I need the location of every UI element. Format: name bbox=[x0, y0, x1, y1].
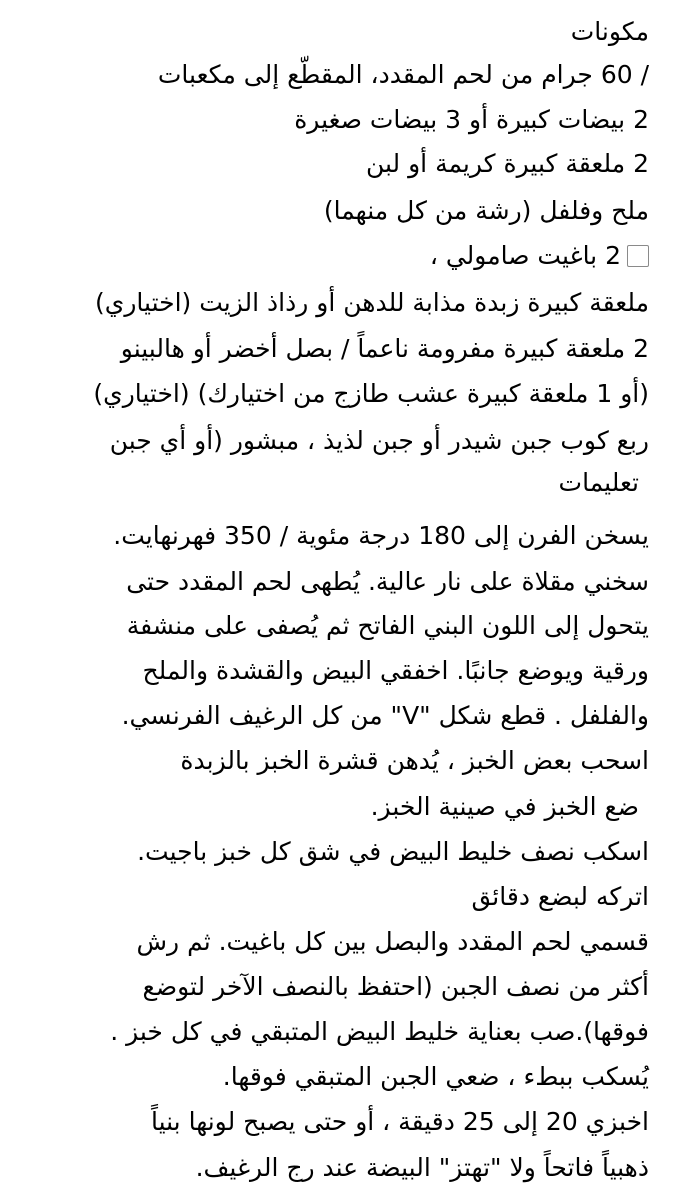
instruction-line: يتحول إلى اللون البني الفاتح ثم يُصفى على منشفة bbox=[126, 611, 649, 640]
instruction-line: يسخن الفرن إلى 180 درجة مئوية / 350 فهرنهايت. bbox=[113, 521, 649, 550]
instruction-line: يُسكب ببطء ، ضعي الجبن المتبقي فوقها. bbox=[222, 1062, 649, 1091]
instruction-line: فوقها).صب بعناية خليط البيض المتبقي في كل خبز . bbox=[110, 1017, 649, 1046]
instruction-line: اتركه لبضع دقائق bbox=[471, 882, 649, 911]
ingredient-line: (أو 1 ملعقة كبيرة عشب طازج من اختيارك) (اختياري) bbox=[93, 379, 649, 408]
ingredients-heading: مكونات bbox=[570, 17, 649, 46]
instructions-heading: تعليمات bbox=[558, 468, 639, 497]
instruction-line: سخني مقلاة على نار عالية. يُطهى لحم المقدد حتى bbox=[126, 567, 649, 596]
ingredient-line: ملعقة كبيرة زبدة مذابة للدهن أو رذاذ الزيت (اختياري) bbox=[95, 288, 649, 317]
ingredient-line: 2 بيضات كبيرة أو 3 بيضات صغيرة bbox=[294, 105, 649, 134]
baguette-ingredient-line bbox=[0, 236, 687, 276]
instruction-line: اسحب بعض الخبز ، يُدهن قشرة الخبز بالزبدة bbox=[180, 746, 649, 775]
ingredient-line: / 60 جرام من لحم المقدد، المقطّع إلى مكعبات bbox=[157, 60, 649, 89]
ingredient-line: 2 ملعقة كبيرة مفرومة ناعماً / بصل أخضر أو هالبينو bbox=[120, 334, 649, 363]
ingredient-line: ربع كوب جبن شيدر أو جبن لذيذ ، مبشور (أو أي جبن bbox=[109, 426, 649, 455]
instruction-line: اسكب نصف خليط البيض في شق كل خبز باجيت. bbox=[137, 837, 649, 866]
instruction-line: اخبزي 20 إلى 25 دقيقة ، أو حتى يصبح لونها بنياً bbox=[150, 1107, 649, 1136]
ingredient-checkbox[interactable] bbox=[627, 245, 649, 267]
instruction-line: أكثر من نصف الجبن (احتفظ بالنصف الآخر لتوضع bbox=[142, 972, 649, 1001]
instruction-line: والفلفل . قطع شكل "V" من كل الرغيف الفرنسي. bbox=[121, 701, 649, 730]
ingredient-line: ملح وفلفل (رشة من كل منهما) bbox=[323, 196, 649, 225]
instruction-line: ورقية ويوضع جانبًا. اخفقي البيض والقشدة والملح bbox=[142, 656, 649, 685]
baguette-ingredient-label: 2 باغيت صامولي ، bbox=[429, 241, 621, 270]
ingredient-line: 2 ملعقة كبيرة كريمة أو لبن bbox=[365, 149, 649, 178]
instruction-line: ذهبياً فاتحاً ولا "تهتز" البيضة عند رج الرغيف. bbox=[195, 1153, 649, 1182]
instruction-line: ضع الخبز في صينية الخبز. bbox=[370, 792, 639, 821]
instruction-line: قسمي لحم المقدد والبصل بين كل باغيت. ثم رش bbox=[136, 927, 649, 956]
